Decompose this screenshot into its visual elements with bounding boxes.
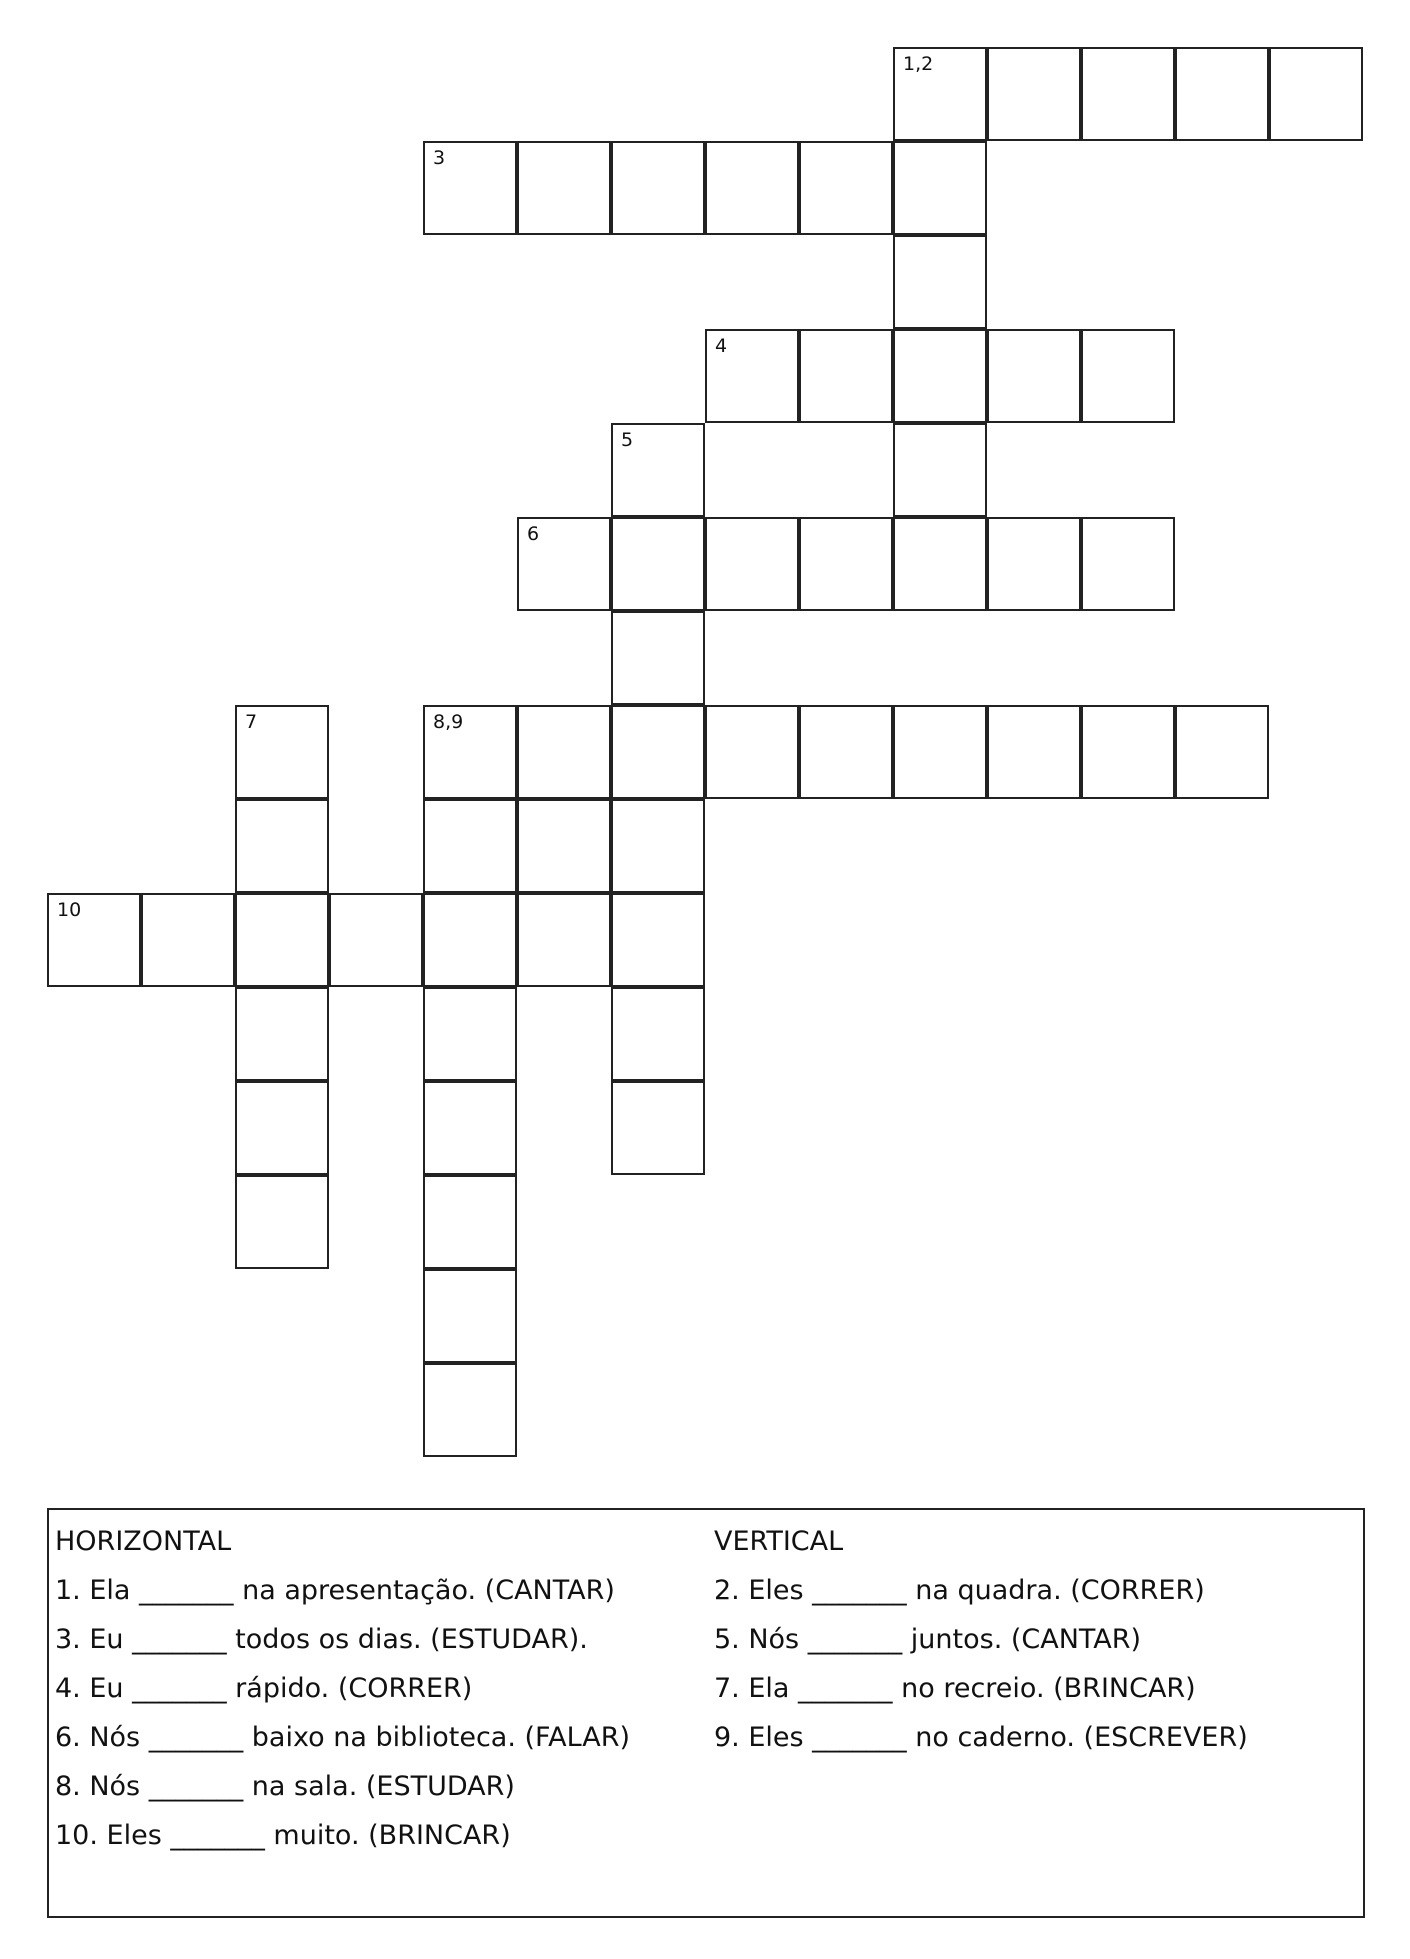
crossword-start-cell[interactable]	[423, 705, 517, 799]
crossword-cell[interactable]	[1081, 705, 1175, 799]
crossword-start-cell[interactable]	[235, 705, 329, 799]
crossword-cell[interactable]	[611, 705, 705, 799]
crossword-cell[interactable]	[1269, 47, 1363, 141]
crossword-cell[interactable]	[893, 705, 987, 799]
crossword-cell[interactable]	[987, 517, 1081, 611]
crossword-start-cell[interactable]	[517, 517, 611, 611]
crossword-cell[interactable]	[235, 1175, 329, 1269]
clue-horizontal-8: 8. Nós _______ na sala. (ESTUDAR)	[55, 1771, 515, 1802]
crossword-cell[interactable]	[987, 47, 1081, 141]
crossword-cell[interactable]	[705, 705, 799, 799]
crossword-cell[interactable]	[517, 141, 611, 235]
clue-vertical-9: 9. Eles _______ no caderno. (ESCREVER)	[714, 1722, 1248, 1753]
crossword-cell[interactable]	[611, 611, 705, 705]
clue-number: 3	[433, 147, 446, 169]
vertical-clues	[714, 1524, 1248, 1769]
crossword-cell[interactable]	[799, 517, 893, 611]
crossword-cell[interactable]	[611, 799, 705, 893]
crossword-cell[interactable]	[799, 329, 893, 423]
clue-number: 10	[57, 899, 82, 921]
crossword-cell[interactable]	[1081, 329, 1175, 423]
clue-number: 5	[621, 429, 634, 451]
crossword-cell[interactable]	[987, 705, 1081, 799]
crossword-cell[interactable]	[705, 517, 799, 611]
crossword-start-cell[interactable]	[705, 329, 799, 423]
clue-horizontal-3: 3. Eu _______ todos os dias. (ESTUDAR).	[55, 1624, 588, 1655]
clue-number: 6	[527, 523, 540, 545]
crossword-cell[interactable]	[1081, 47, 1175, 141]
crossword-cell[interactable]	[893, 141, 987, 235]
clue-number: 1,2	[903, 53, 934, 75]
clue-horizontal-10: 10. Eles _______ muito. (BRINCAR)	[55, 1820, 511, 1851]
crossword-cell[interactable]	[611, 893, 705, 987]
crossword-cell[interactable]	[1175, 705, 1269, 799]
crossword-start-cell[interactable]	[611, 423, 705, 517]
crossword-cell[interactable]	[799, 705, 893, 799]
crossword-cell[interactable]	[611, 987, 705, 1081]
crossword-cell[interactable]	[611, 517, 705, 611]
crossword-cell[interactable]	[517, 799, 611, 893]
vertical-heading: VERTICAL	[714, 1526, 844, 1557]
crossword-cell[interactable]	[423, 1363, 517, 1457]
crossword-cell[interactable]	[893, 517, 987, 611]
crossword-start-cell[interactable]	[47, 893, 141, 987]
crossword-cell[interactable]	[235, 799, 329, 893]
crossword-cell[interactable]	[423, 987, 517, 1081]
crossword-cell[interactable]	[141, 893, 235, 987]
crossword-start-cell[interactable]	[423, 141, 517, 235]
crossword-cell[interactable]	[423, 893, 517, 987]
crossword-cell[interactable]	[423, 1175, 517, 1269]
crossword-cell[interactable]	[893, 235, 987, 329]
clue-horizontal-4: 4. Eu _______ rápido. (CORRER)	[55, 1673, 473, 1704]
crossword-cell[interactable]	[329, 893, 423, 987]
clue-vertical-5: 5. Nós _______ juntos. (CANTAR)	[714, 1624, 1142, 1655]
crossword-cell[interactable]	[235, 1081, 329, 1175]
crossword-cell[interactable]	[1081, 517, 1175, 611]
clue-number: 4	[715, 335, 728, 357]
clue-horizontal-1: 1. Ela _______ na apresentação. (CANTAR)	[55, 1575, 615, 1606]
crossword-cell[interactable]	[423, 1269, 517, 1363]
clues-box	[47, 1508, 1365, 1918]
crossword-cell[interactable]	[423, 1081, 517, 1175]
crossword-cell[interactable]	[893, 423, 987, 517]
crossword-cell[interactable]	[235, 893, 329, 987]
clue-vertical-7: 7. Ela _______ no recreio. (BRINCAR)	[714, 1673, 1196, 1704]
clue-vertical-2: 2. Eles _______ na quadra. (CORRER)	[714, 1575, 1205, 1606]
crossword-cell[interactable]	[987, 329, 1081, 423]
crossword-cell[interactable]	[235, 987, 329, 1081]
clue-number: 8,9	[433, 711, 464, 733]
crossword-start-cell[interactable]	[893, 47, 987, 141]
crossword-cell[interactable]	[799, 141, 893, 235]
horizontal-heading: HORIZONTAL	[55, 1526, 232, 1557]
crossword-cell[interactable]	[705, 141, 799, 235]
clue-horizontal-6: 6. Nós _______ baixo na biblioteca. (FALAR)	[55, 1722, 631, 1753]
crossword-cell[interactable]	[517, 893, 611, 987]
crossword-cell[interactable]	[423, 799, 517, 893]
crossword-cell[interactable]	[611, 141, 705, 235]
crossword-cell[interactable]	[517, 705, 611, 799]
clue-number: 7	[245, 711, 258, 733]
crossword-cell[interactable]	[611, 1081, 705, 1175]
horizontal-clues	[55, 1524, 630, 1867]
crossword-cell[interactable]	[1175, 47, 1269, 141]
crossword-cell[interactable]	[893, 329, 987, 423]
